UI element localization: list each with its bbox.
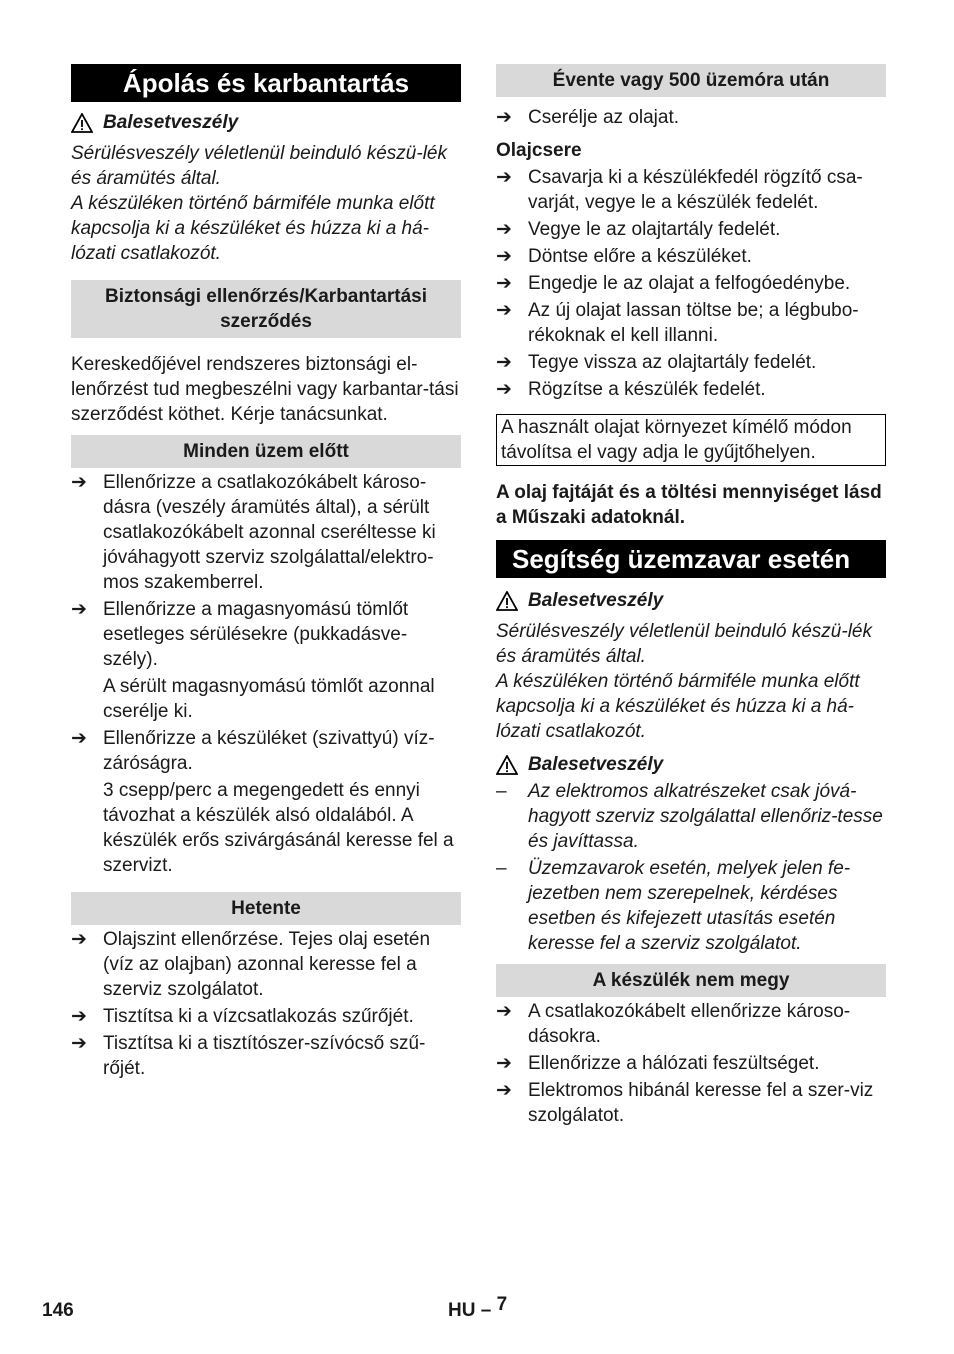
warning-label: Balesetveszély bbox=[103, 112, 239, 133]
arrow-right-icon: ➔ bbox=[496, 352, 512, 373]
list-item: ➔ Ellenőrizze a magasnyomású tömlőt esetleges sérülésekre (pukkadásve-szély). bbox=[71, 599, 409, 670]
arrow-right-icon: ➔ bbox=[496, 1080, 512, 1101]
list-item-continuation: 3 csepp/perc a megengedett és ennyi távozhat a készülék alsó oldalából. A készülék erős szivárgásánál keresse fel a szervizt. bbox=[103, 780, 454, 876]
section-page-indicator bbox=[448, 1294, 508, 1323]
page-title: Ápolás és karbantartás bbox=[71, 64, 461, 102]
warning-triangle-icon bbox=[496, 591, 518, 611]
warning-heading bbox=[71, 110, 461, 135]
arrow-right-icon: ➔ bbox=[71, 1006, 87, 1027]
arrow-right-icon: ➔ bbox=[496, 246, 512, 267]
bold-note: A olaj fajtáját és a töltési mennyiséget lásd a Műszaki adatoknál. bbox=[496, 482, 882, 528]
list-item: ➔ Tisztítsa ki a vízcsatlakozás szűrőjét. bbox=[71, 1006, 414, 1027]
list-item: ➔ Csavarja ki a készülékfedél rögzítő csa-varját, vegye le a készülék fedelét. bbox=[496, 167, 863, 213]
dash-item: – Az elektromos alkatrészeket csak jóvá-hagyott szerviz szolgálattal ellenőriz-tesse és javíttassa. bbox=[496, 781, 883, 852]
list-item: ➔ Döntse előre a készüléket. bbox=[496, 246, 752, 267]
arrow-right-icon: ➔ bbox=[71, 728, 87, 749]
warning-triangle-icon bbox=[71, 113, 93, 133]
section-heading: Évente vagy 500 üzemóra után bbox=[496, 64, 886, 97]
warning-triangle-icon bbox=[496, 755, 518, 775]
list-item: ➔ Tegye vissza az olajtartály fedelét. bbox=[496, 352, 817, 373]
arrow-right-icon: ➔ bbox=[496, 1001, 512, 1022]
section-heading: Biztonsági ellenőrzés/Karbantartási szerződés bbox=[71, 280, 461, 338]
arrow-right-icon: ➔ bbox=[71, 929, 87, 950]
warning-label: Balesetveszély bbox=[528, 754, 664, 775]
arrow-right-icon: ➔ bbox=[71, 472, 87, 493]
warning-text: A készüléken történő bármiféle munka előtt kapcsolja ki a készüléket és húzza ki a há-lózati csatlakozót. bbox=[71, 193, 435, 264]
warning-label: Balesetveszély bbox=[528, 590, 664, 611]
warning-heading bbox=[496, 588, 886, 613]
list-item: ➔ Ellenőrizze a csatlakozókábelt károso-dásra (veszély áramütés által), a sérült csatlakozókábelt azonnal cseréltesse ki jóváhagyott szerviz szolgálattal/elektro-mos szakemberrel. bbox=[71, 472, 436, 593]
arrow-right-icon: ➔ bbox=[496, 273, 512, 294]
list-item: ➔ Engedje le az olajat a felfogóedénybe. bbox=[496, 273, 851, 294]
warning-text: Sérülésveszély véletlenül beinduló készü-lék és áramütés által. bbox=[496, 621, 872, 667]
arrow-right-icon: ➔ bbox=[496, 107, 512, 128]
page-number: 146 bbox=[42, 1300, 74, 1321]
arrow-right-icon: ➔ bbox=[71, 1033, 87, 1054]
right-column bbox=[496, 64, 886, 1128]
list-item-continuation: A sérült magasnyomású tömlőt azonnal cserélje ki. bbox=[103, 676, 435, 722]
arrow-right-icon: ➔ bbox=[496, 1053, 512, 1074]
list-item: ➔ Tisztítsa ki a tisztítószer-szívócső szű-rőjét. bbox=[71, 1033, 426, 1079]
section-heading: Hetente bbox=[71, 892, 461, 925]
list-item: ➔ Olajszint ellenőrzése. Tejes olaj esetén (víz az olajban) azonnal keresse fel a szerviz szolgálatot. bbox=[71, 929, 431, 1000]
dash-item: – Üzemzavarok esetén, melyek jelen fe-jezetben nem szerepelnek, kérdéses esetben és kifejezett utasítás esetén keresse fel a szerviz szolgálatot. bbox=[496, 858, 851, 954]
section-heading: Minden üzem előtt bbox=[71, 435, 461, 468]
list-item: ➔ Elektromos hibánál keresse fel a szer-viz szolgálatot. bbox=[496, 1080, 874, 1126]
warning-text: A készüléken történő bármiféle munka előtt kapcsolja ki a készüléket és húzza ki a há-lózati csatlakozót. bbox=[496, 671, 860, 742]
separator: – bbox=[480, 1300, 492, 1321]
left-column bbox=[71, 64, 461, 1081]
arrow-right-icon: ➔ bbox=[71, 599, 87, 620]
list-item: ➔ Cserélje az olajat. bbox=[496, 107, 680, 128]
language-code: HU bbox=[448, 1300, 476, 1321]
warning-text: Sérülésveszély véletlenül beinduló készü-lék és áramütés által. bbox=[71, 143, 447, 189]
list-item: ➔ Ellenőrizze a készüléket (szivattyú) víz-záróságra. bbox=[71, 728, 435, 774]
arrow-right-icon: ➔ bbox=[496, 379, 512, 400]
subheading: Olajcsere bbox=[496, 140, 582, 161]
list-item: ➔ Vegye le az olajtartály fedelét. bbox=[496, 219, 781, 240]
list-item: ➔ Ellenőrizze a hálózati feszültséget. bbox=[496, 1053, 820, 1074]
list-item: ➔ Rögzítse a készülék fedelét. bbox=[496, 379, 766, 400]
list-item: ➔ Az új olajat lassan töltse be; a légbubo-rékoknak el kell illanni. bbox=[496, 300, 859, 346]
section-title: Segítség üzemzavar esetén bbox=[496, 540, 886, 578]
note-box: A használt olajat környezet kímélő módon távolítsa el vagy adja le gyűjtőhelyen. bbox=[496, 414, 886, 466]
arrow-right-icon: ➔ bbox=[496, 300, 512, 321]
section-page-number: 7 bbox=[496, 1294, 508, 1315]
paragraph: Kereskedőjével rendszeres biztonsági el-lenőrzést tud megbeszélni vagy karbantar-tási szerződést köthet. Kérje tanácsunkat. bbox=[71, 354, 459, 425]
list-item: ➔ A csatlakozókábelt ellenőrizze károso-dásokra. bbox=[496, 1001, 851, 1047]
section-heading: A készülék nem megy bbox=[496, 964, 886, 997]
arrow-right-icon: ➔ bbox=[496, 219, 512, 240]
warning-heading bbox=[496, 752, 886, 777]
arrow-right-icon: ➔ bbox=[496, 167, 512, 188]
